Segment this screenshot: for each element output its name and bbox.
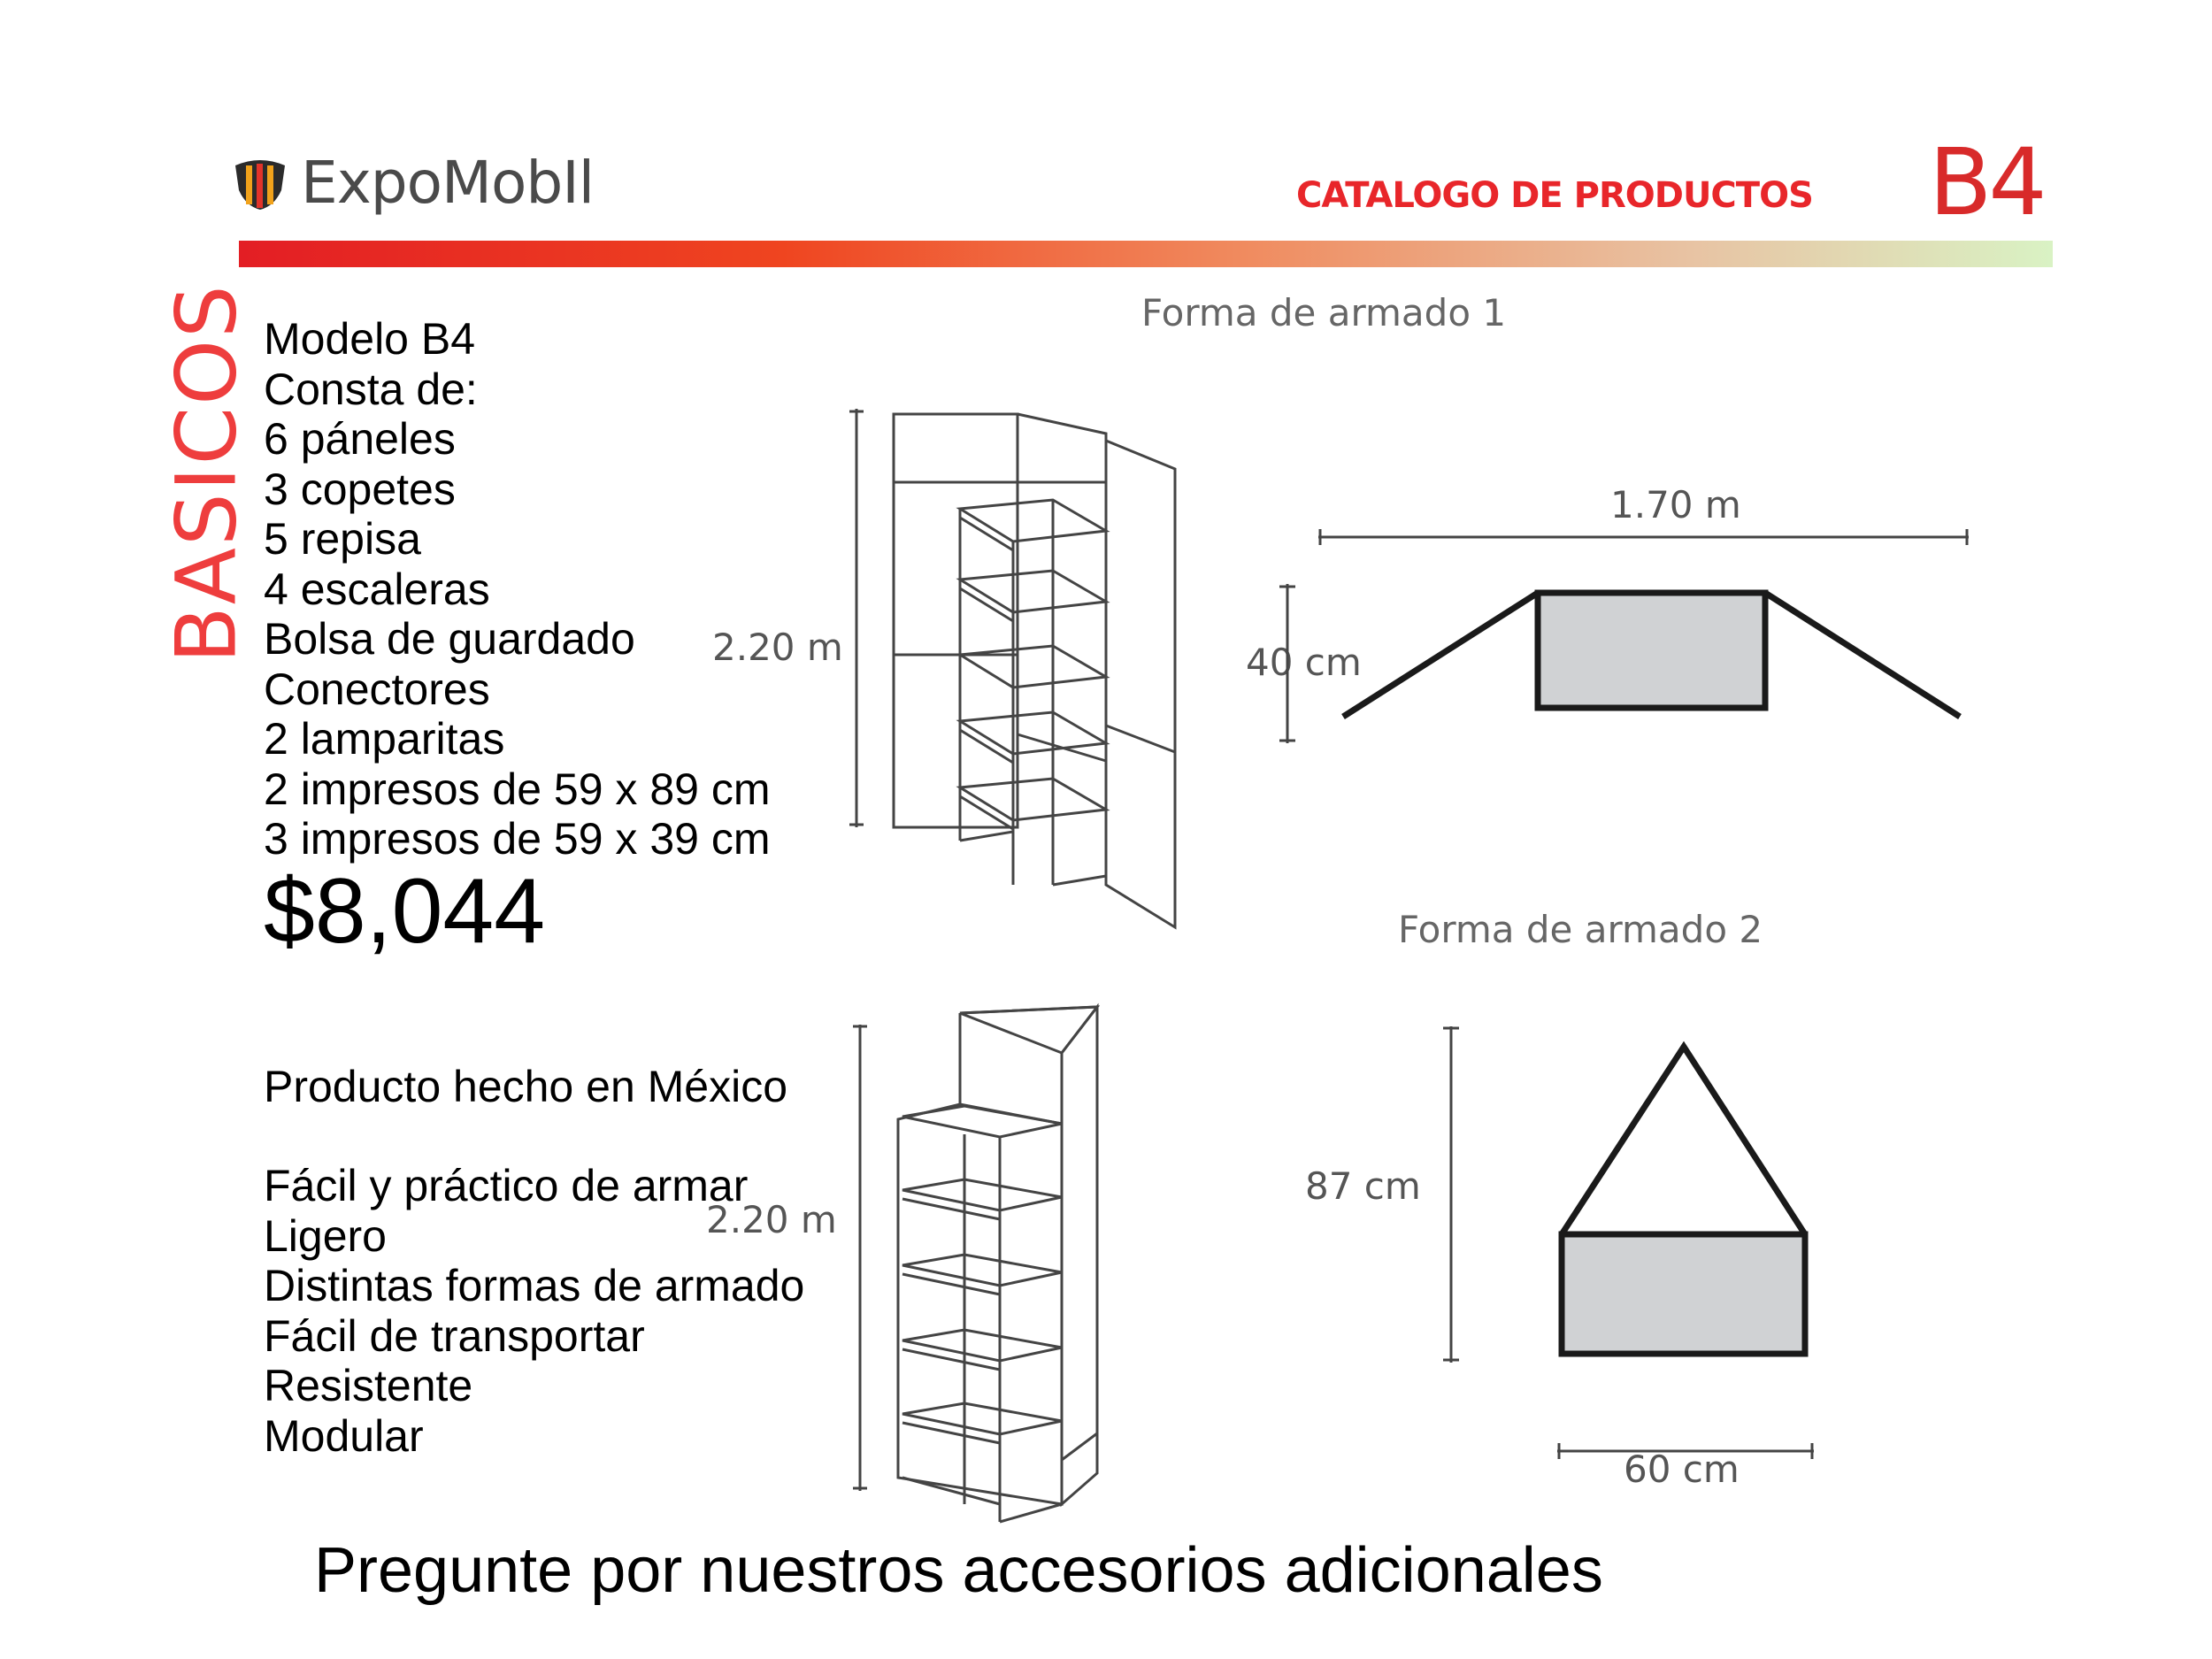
list-item: Bolsa de guardado [264, 614, 635, 664]
plan-module [1562, 1234, 1805, 1354]
list-item: Resistente [264, 1361, 473, 1410]
list-item: 2 impresos de 59 x 89 cm [264, 764, 771, 814]
assembly-2-width-label: 60 cm [1624, 1448, 1740, 1491]
brand-name: ExpoMobIl [301, 149, 595, 217]
product-code: B4 [1929, 128, 2044, 236]
assembly-2-shelves [902, 1106, 1062, 1443]
category-label: BASICOS [158, 283, 256, 664]
price: $8,044 [264, 860, 546, 963]
list-item: 6 páneles [264, 414, 456, 464]
plan-module [1538, 593, 1765, 708]
assembly-1-height-label: 2.20 m [712, 626, 843, 669]
assembly-2-plan [1443, 1026, 1814, 1459]
list-item: 2 lamparitas [264, 714, 505, 764]
assembly-1-plan [1279, 529, 1969, 743]
list-item: Fácil y práctico de armar [264, 1161, 749, 1210]
list-item: 3 impresos de 59 x 39 cm [264, 814, 771, 864]
list-item: Conectores [264, 664, 490, 714]
catalog-title: CATALOGO DE PRODUCTOS [1296, 175, 1813, 216]
list-item: Modular [264, 1410, 424, 1461]
assembly-2-title: Forma de armado 2 [1398, 908, 1763, 951]
assembly-2-perspective [898, 1007, 1097, 1522]
assembly-1-title: Forma de armado 1 [1141, 291, 1507, 334]
assembly-1-depth-label: 40 cm [1246, 641, 1362, 684]
made-in-label: Producto hecho en México [264, 1062, 788, 1111]
list-item: Fácil de transportar [264, 1310, 645, 1361]
list-item: 3 copetes [264, 464, 456, 514]
assembly-1-shelves [960, 500, 1106, 829]
list-item: 5 repisa [264, 514, 421, 564]
list-item: Modelo B4 [264, 314, 476, 364]
assembly-2-height-dimension [853, 1025, 867, 1491]
assembly-1-perspective [894, 414, 1175, 927]
footer-note: Pregunte por nuestros accesorios adicionales [314, 1535, 1603, 1606]
assembly-1-width-label: 1.70 m [1610, 483, 1741, 526]
list-item: Distintas formas de armado [264, 1261, 805, 1310]
assembly-1-height-dimension [849, 409, 864, 827]
list-item: 4 escaleras [264, 564, 490, 614]
assembly-2-depth-label: 87 cm [1305, 1164, 1421, 1208]
list-item: Ligero [264, 1210, 387, 1261]
list-item: Consta de: [264, 364, 478, 414]
assembly-2-height-label: 2.20 m [706, 1198, 837, 1241]
